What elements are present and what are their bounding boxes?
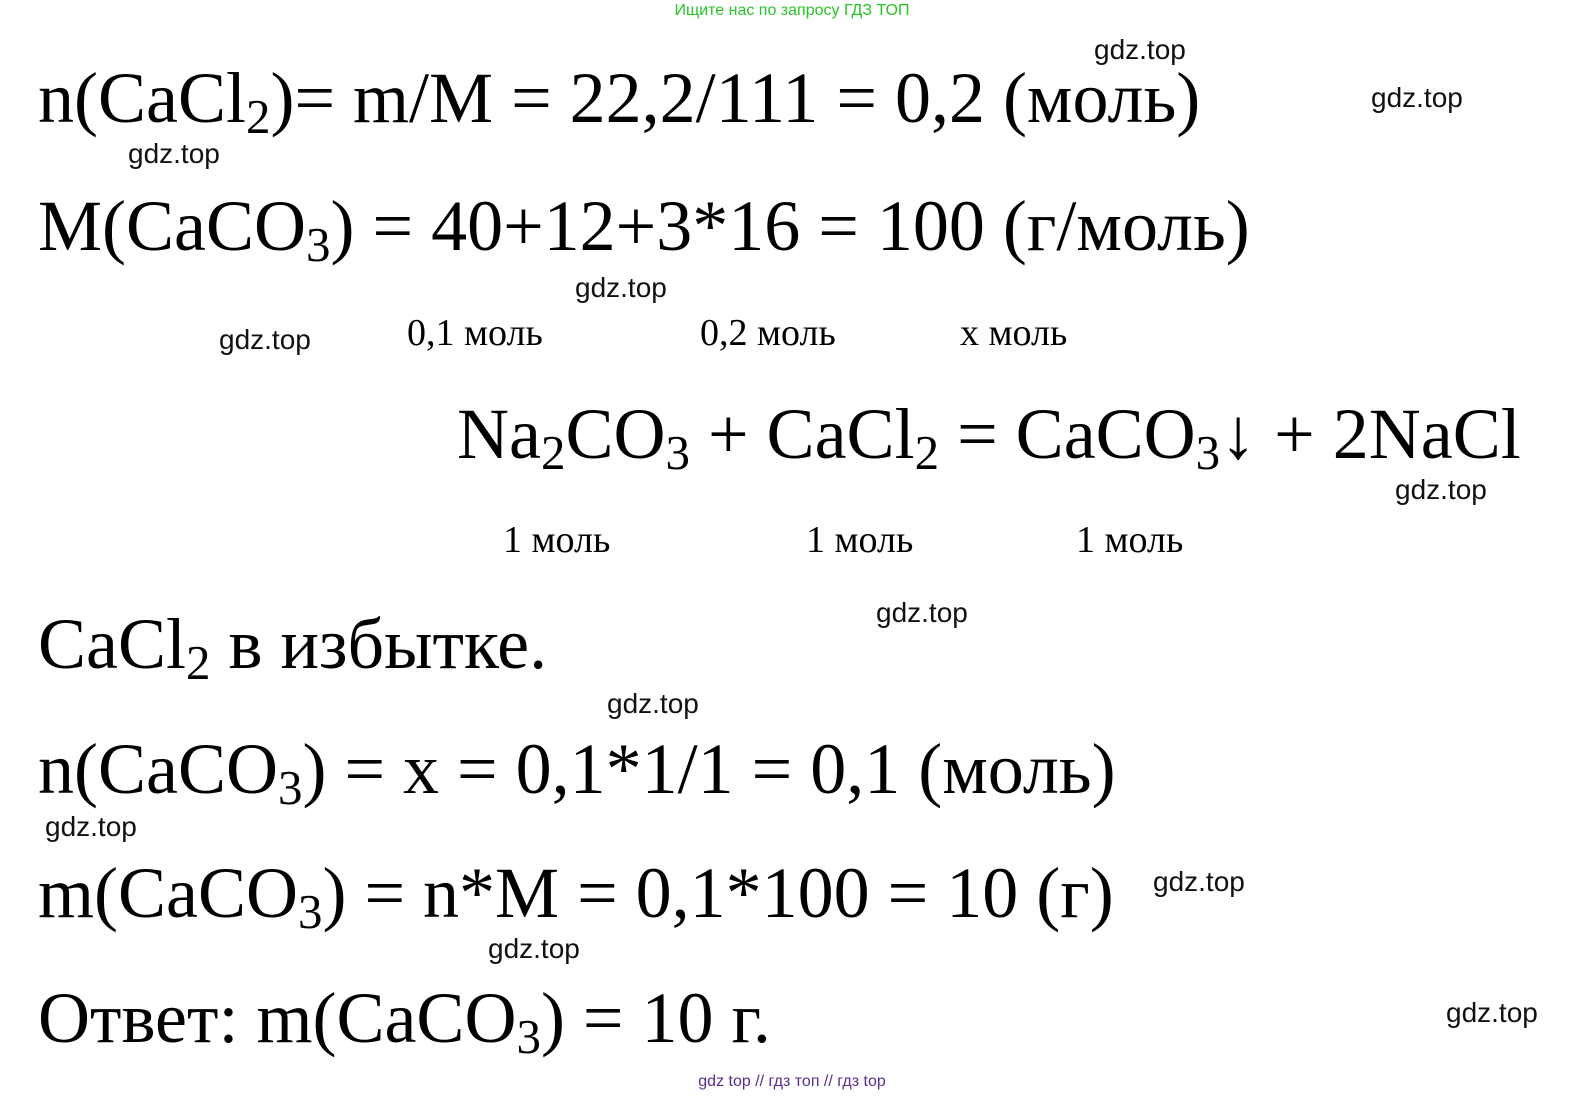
above-label-na2co3: 0,1 моль <box>407 312 543 354</box>
molar-mass-caco3-line <box>38 186 1250 272</box>
subscript: 3 <box>277 759 303 815</box>
watermark: gdz.top <box>876 597 968 628</box>
text: + CaCl <box>689 394 915 474</box>
watermark: gdz.top <box>1371 82 1463 113</box>
text: CaCl <box>38 604 187 684</box>
text: )= m/M = 22,2/111 = 0,2 (моль) <box>270 58 1201 138</box>
reaction-equation <box>457 394 1521 480</box>
watermark: gdz.top <box>575 272 667 303</box>
watermark: gdz.top <box>1094 34 1186 65</box>
subscript: 3 <box>1195 424 1221 480</box>
text: ) = n*M = 0,1*100 = 10 (г) <box>322 853 1114 933</box>
subscript: 2 <box>914 424 940 480</box>
subscript: 2 <box>540 424 566 480</box>
top-banner: Ищите нас по запросу ГДЗ ТОП <box>674 2 910 19</box>
text: m(CaCO <box>38 853 298 933</box>
bottom-banner: gdz top // гдз топ // гдз top <box>698 1073 886 1090</box>
watermark: gdz.top <box>219 324 311 355</box>
text: ) = 10 г. <box>540 978 771 1058</box>
answer-line <box>38 978 771 1064</box>
subscript: 2 <box>245 88 271 144</box>
text: ↓ + 2NaCl <box>1220 394 1521 474</box>
below-label-cacl2: 1 моль <box>806 519 914 561</box>
text: CO <box>565 394 666 474</box>
watermark: gdz.top <box>1153 866 1245 897</box>
text: ) = 40+12+3*16 = 100 (г/моль) <box>330 186 1250 266</box>
text: в избытке. <box>210 604 548 684</box>
text: M(CaCO <box>38 186 306 266</box>
subscript: 2 <box>186 634 211 690</box>
watermark: gdz.top <box>45 811 137 842</box>
watermark: gdz.top <box>1395 474 1487 505</box>
text: ) = x = 0,1*1/1 = 0,1 (моль) <box>302 729 1116 809</box>
watermark: gdz.top <box>607 688 699 719</box>
excess-line <box>38 604 548 690</box>
subscript: 3 <box>306 216 331 272</box>
text: n(CaCO <box>38 729 278 809</box>
subscript: 3 <box>665 424 690 480</box>
moles-caco3-line <box>38 729 1116 815</box>
subscript: 3 <box>297 883 323 939</box>
above-label-cacl2: 0,2 моль <box>700 312 836 354</box>
watermark: gdz.top <box>128 138 220 169</box>
mass-caco3-line <box>38 853 1114 939</box>
watermark: gdz.top <box>1446 997 1538 1028</box>
text: = CaCO <box>939 394 1196 474</box>
text: Na <box>457 394 541 474</box>
subscript: 3 <box>516 1008 541 1064</box>
moles-cacl2-line <box>38 58 1201 144</box>
below-label-na2co3: 1 моль <box>503 519 611 561</box>
above-label-caco3: x моль <box>960 312 1068 354</box>
watermark: gdz.top <box>488 933 580 964</box>
below-label-caco3: 1 моль <box>1076 519 1184 561</box>
text: n(CaCl <box>38 58 246 138</box>
text: Ответ: m(CaCO <box>38 978 517 1058</box>
